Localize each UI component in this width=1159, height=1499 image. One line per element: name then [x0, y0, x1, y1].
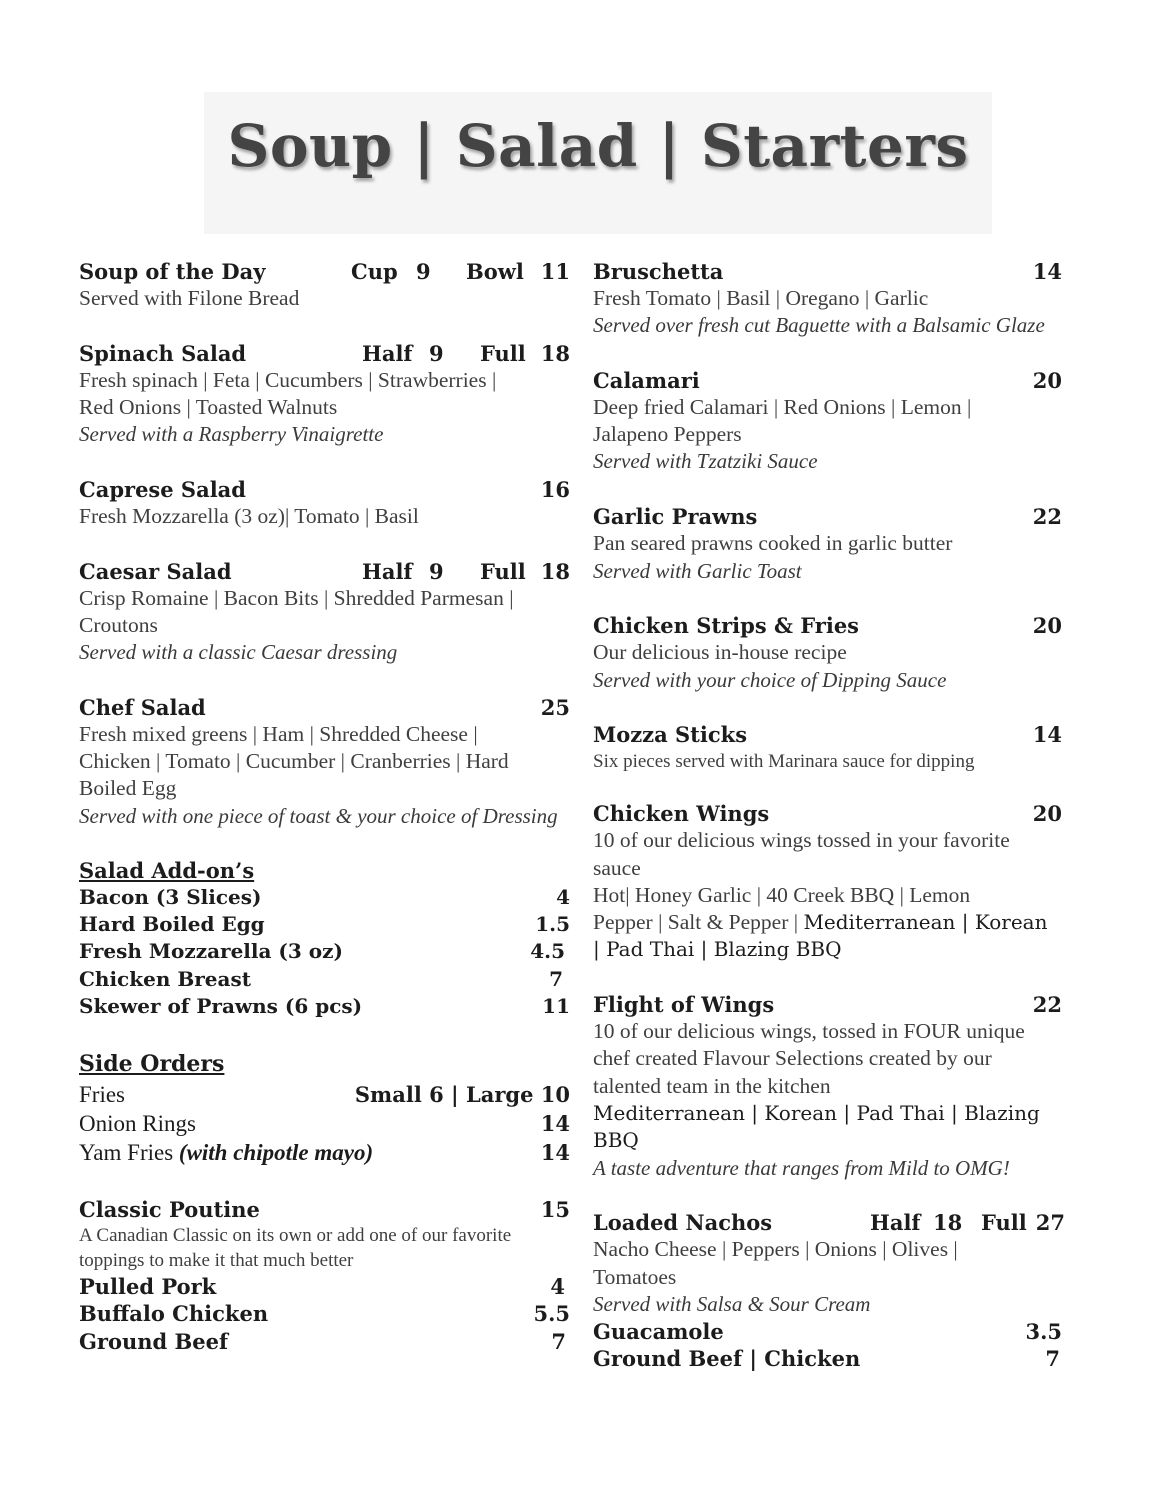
caesar-full-price: 18 — [540, 559, 570, 584]
chef-desc-2: Chicken | Tomato | Cucumber | Cranberries | Hard — [79, 749, 509, 773]
topping-price: 5.5 — [533, 1301, 570, 1326]
nachos-half-price: 18 — [933, 1210, 963, 1235]
wings-flavours-1: Hot| Honey Garlic | 40 Creek BBQ | Lemon — [593, 883, 971, 907]
bruschetta-name: Bruschetta — [593, 259, 724, 284]
flight-served: A taste adventure that ranges from Mild to OMG! — [593, 1156, 1010, 1180]
strips-desc: Our delicious in-house recipe — [593, 640, 847, 664]
caesar-name: Caesar Salad — [79, 559, 232, 584]
soup-bowl-price: 11 — [540, 259, 570, 284]
soup-name: Soup of the Day — [79, 259, 266, 284]
chef-price: 25 — [540, 695, 570, 720]
mozza-name: Mozza Sticks — [593, 722, 748, 747]
strips-name: Chicken Strips & Fries — [593, 613, 859, 638]
prawns-price: 22 — [1032, 504, 1062, 529]
caprese-name: Caprese Salad — [79, 477, 246, 502]
spinach-full-price: 18 — [540, 341, 570, 366]
nachos-addon-name: Guacamole — [593, 1319, 724, 1344]
chef-served: Served with one piece of toast & your choice of Dressing — [79, 804, 558, 828]
mozza-price: 14 — [1032, 722, 1062, 747]
side-note: (with chipotle mayo) — [178, 1140, 374, 1165]
side-price: 14 — [540, 1111, 570, 1136]
nachos-desc-2: Tomatoes — [593, 1265, 677, 1289]
calamari-served: Served with Tzatziki Sauce — [593, 449, 818, 473]
caesar-half-label: Half — [362, 559, 413, 584]
caesar-full-label: Full — [480, 559, 526, 584]
chef-name: Chef Salad — [79, 695, 206, 720]
strips-served: Served with your choice of Dipping Sauce — [593, 668, 947, 692]
nachos-addon-price: 7 — [1045, 1346, 1060, 1371]
nachos-half-label: Half — [870, 1210, 921, 1235]
flight-name: Flight of Wings — [593, 992, 775, 1017]
nachos-name: Loaded Nachos — [593, 1210, 773, 1235]
side-name: Fries — [79, 1082, 125, 1107]
mozza-desc: Six pieces served with Marinara sauce for dipping — [593, 751, 975, 772]
bruschetta-desc: Fresh Tomato | Basil | Oregano | Garlic — [593, 286, 929, 310]
flight-flavours-1: Mediterranean | Korean | Pad Thai | Blazing — [593, 1101, 1040, 1125]
nachos-addon-price: 3.5 — [1025, 1319, 1062, 1344]
addon-price: 4.5 — [530, 939, 565, 963]
spinach-desc-2: Red Onions | Toasted Walnuts — [79, 395, 338, 419]
bruschetta-served: Served over fresh cut Baguette with a Balsamic Glaze — [593, 313, 1045, 337]
caprese-price: 16 — [540, 477, 570, 502]
addon-price: 11 — [542, 994, 570, 1018]
page-title: Soup | Salad | Starters — [227, 112, 969, 180]
spinach-desc-1: Fresh spinach | Feta | Cucumbers | Strawberries | — [79, 368, 497, 392]
prawns-name: Garlic Prawns — [593, 504, 758, 529]
addon-price: 4 — [556, 885, 570, 909]
spinach-half-label: Half — [362, 341, 413, 366]
chef-desc-3: Boiled Egg — [79, 776, 177, 800]
addon-name: Skewer of Prawns (6 pcs) — [79, 994, 363, 1018]
addon-name: Bacon (3 Slices) — [79, 885, 262, 909]
soup-cup-label: Cup — [351, 259, 398, 284]
nachos-desc-1: Nacho Cheese | Peppers | Onions | Olives | — [593, 1237, 958, 1261]
topping-name: Pulled Pork — [79, 1274, 217, 1299]
strips-price: 20 — [1032, 613, 1062, 638]
prawns-served: Served with Garlic Toast — [593, 559, 802, 583]
calamari-price: 20 — [1032, 368, 1062, 393]
topping-price: 4 — [550, 1274, 565, 1299]
addon-price: 7 — [549, 967, 563, 991]
side-price: Small 6 | Large 10 — [354, 1082, 570, 1107]
addon-name: Chicken Breast — [79, 967, 251, 991]
soup-cup-price: 9 — [416, 259, 431, 284]
addon-name: Hard Boiled Egg — [79, 912, 265, 936]
prawns-desc: Pan seared prawns cooked in garlic butter — [593, 531, 953, 555]
poutine-desc-2: toppings to make it that much better — [79, 1250, 354, 1271]
poutine-price: 15 — [540, 1197, 570, 1222]
spinach-name: Spinach Salad — [79, 341, 247, 366]
wings-price: 20 — [1032, 801, 1062, 826]
wings-desc-2: sauce — [593, 856, 641, 880]
spinach-full-label: Full — [480, 341, 526, 366]
wings-flavours-3: | Pad Thai | Blazing BBQ — [593, 937, 842, 961]
sides-heading: Side Orders — [79, 1051, 225, 1077]
nachos-addon-name: Ground Beef | Chicken — [593, 1346, 861, 1371]
bruschetta-price: 14 — [1032, 259, 1062, 284]
side-name: Yam Fries (with chipotle mayo) — [79, 1140, 374, 1165]
spinach-half-price: 9 — [429, 341, 444, 366]
topping-price: 7 — [551, 1329, 566, 1354]
calamari-desc-1: Deep fried Calamari | Red Onions | Lemon | — [593, 395, 972, 419]
soup-bowl-label: Bowl — [466, 259, 524, 284]
side-name: Onion Rings — [79, 1111, 196, 1136]
calamari-name: Calamari — [593, 368, 700, 393]
addon-price: 1.5 — [535, 912, 570, 936]
addon-name: Fresh Mozzarella (3 oz) — [79, 939, 343, 963]
nachos-full-price: 27 — [1035, 1210, 1065, 1235]
flight-desc-2: chef created Flavour Selections created by our — [593, 1046, 992, 1070]
wings-flavours-2: Pepper | Salt & Pepper | Mediterranean | Korean — [593, 910, 1048, 934]
topping-name: Ground Beef — [79, 1329, 229, 1354]
nachos-full-label: Full — [981, 1210, 1027, 1235]
soup-desc: Served with Filone Bread — [79, 286, 300, 310]
calamari-desc-2: Jalapeno Peppers — [593, 422, 742, 446]
topping-name: Buffalo Chicken — [79, 1301, 269, 1326]
wings-desc-1: 10 of our delicious wings tossed in your favorite — [593, 828, 1010, 852]
poutine-name: Classic Poutine — [79, 1197, 260, 1222]
flight-flavours-2: BBQ — [593, 1128, 639, 1152]
caesar-desc-2: Croutons — [79, 613, 158, 637]
addons-heading: Salad Add-on’s — [79, 858, 255, 883]
flight-desc-3: talented team in the kitchen — [593, 1074, 831, 1098]
spinach-served: Served with a Raspberry Vinaigrette — [79, 422, 384, 446]
caesar-half-price: 9 — [429, 559, 444, 584]
caprese-desc: Fresh Mozzarella (3 oz)| Tomato | Basil — [79, 504, 419, 528]
side-price: 14 — [540, 1140, 570, 1165]
chef-desc-1: Fresh mixed greens | Ham | Shredded Cheese | — [79, 722, 478, 746]
flight-price: 22 — [1032, 992, 1062, 1017]
flight-desc-1: 10 of our delicious wings, tossed in FOUR unique — [593, 1019, 1025, 1043]
nachos-served: Served with Salsa & Sour Cream — [593, 1292, 871, 1316]
caesar-served: Served with a classic Caesar dressing — [79, 640, 398, 664]
caesar-desc-1: Crisp Romaine | Bacon Bits | Shredded Parmesan | — [79, 586, 514, 610]
poutine-desc-1: A Canadian Classic on its own or add one of our favorite — [79, 1225, 512, 1246]
wings-name: Chicken Wings — [593, 801, 770, 826]
